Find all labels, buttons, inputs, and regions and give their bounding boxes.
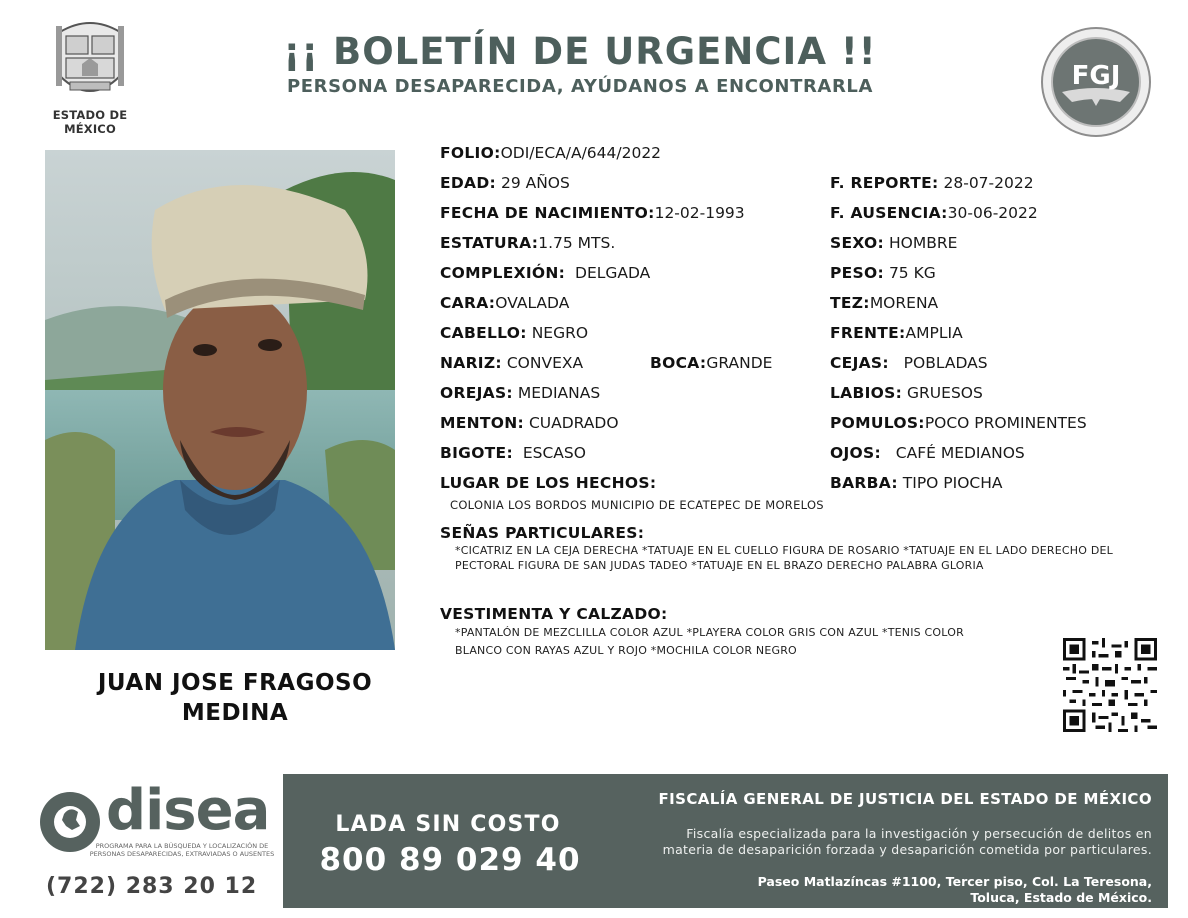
field-value: GRANDE [706,354,773,372]
fiscalia-address [600,874,1152,906]
field-label: POMULOS: [830,414,925,432]
field-label: CARA: [440,294,496,312]
field-label: LUGAR DE LOS HECHOS: [440,474,657,492]
field-sexo [830,234,957,252]
field-label: BARBA: [830,474,898,492]
odisea-wordmark: disea [106,778,270,843]
field-tez [830,294,938,312]
qr-code-icon[interactable] [1063,638,1157,732]
field-label: FOLIO: [440,144,501,162]
field-value: CAFÉ MEDIANOS [895,444,1025,462]
lugar-de-los-hechos-value: COLONIA LOS BORDOS MUNICIPIO DE ECATEPEC DE MORELOS [450,498,824,512]
field-value: HOMBRE [888,234,958,252]
fgj-seal-icon [1040,26,1152,138]
vestimenta-heading: VESTIMENTA Y CALZADO: [440,605,668,623]
field-value: CONVEXA [506,354,584,372]
field-barba [830,474,1003,492]
person-name-line2: MEDINA [181,700,289,726]
field-value: OVALADA [495,294,570,312]
lada-label: LADA SIN COSTO [335,812,561,837]
field-value: 12-02-1993 [654,204,745,222]
person-photo [45,150,395,650]
field-label: BOCA: [650,354,707,372]
estado-de-mexico-logo [28,18,152,136]
field-labios [830,384,983,402]
field-estatura [440,234,615,252]
page-title: ¡¡ BOLETÍN DE URGENCIA !! [283,30,877,73]
odisea-description: PROGRAMA PARA LA BÚSQUEDA Y LOCALIZACIÓN DE PERSONAS DESAPARECIDAS, EXTRAVIADAS O AUSENTES [89,842,275,858]
field-value: DELGADA [575,264,651,282]
field-complexion [440,264,650,282]
lada-number[interactable]: 800 89 029 40 [319,842,581,878]
field-label: OREJAS: [440,384,513,402]
field-cara [440,294,569,312]
person-photo-image [45,150,395,650]
field-peso [830,264,936,282]
fgj-seal-text: FGJ [1071,61,1121,91]
field-label: PESO: [830,264,884,282]
field-value: AMPLIA [905,324,963,342]
field-menton [440,414,619,432]
field-value: 75 KG [888,264,936,282]
fiscalia-address-line1: Paseo Matlazíncas #1100, Tercer piso, Col. La Teresona, [757,874,1152,889]
field-boca [650,354,772,372]
field-fecha-nacimiento [440,204,745,222]
field-label: FRENTE: [830,324,906,342]
odisea-logo [36,778,276,876]
field-cabello [440,324,588,342]
field-value: GRUESOS [907,384,983,402]
senas-particulares-text: *CICATRIZ EN LA CEJA DERECHA *TATUAJE EN EL CUELLO FIGURA DE ROSARIO *TATUAJE EN EL LADO DERECHO DEL PECTORAL FIGURA DE SAN JUDAS TADEO *TATUAJE EN EL BRAZO DERECHO PALABRA GLORIA [455,544,1113,572]
field-label: TEZ: [830,294,870,312]
field-value: MORENA [869,294,939,312]
field-value: 1.75 MTS. [538,234,616,252]
field-value: NEGRO [531,324,589,342]
field-value: TIPO PIOCHA [902,474,1003,492]
page-subtitle: PERSONA DESAPARECIDA, AYÚDANOS A ENCONTRARLA [286,76,874,97]
field-value: ESCASO [522,444,586,462]
field-edad [440,174,570,192]
field-value: CUADRADO [528,414,619,432]
field-label: NARIZ: [440,354,502,372]
field-orejas [440,384,600,402]
senas-particulares-heading: SEÑAS PARTICULARES: [440,524,645,542]
field-f-reporte [830,174,1034,192]
fgj-seal [1040,26,1152,138]
field-cejas [830,354,988,372]
fiscalia-description-line2: materia de desaparición forzada y desaparición cometida por particulares. [662,842,1152,857]
field-bigote [440,444,586,462]
field-label: SEXO: [830,234,885,252]
field-pomulos [830,414,1087,432]
field-label: ESTATURA: [440,234,539,252]
person-name-line1: JUAN JOSE FRAGOSO [97,670,373,696]
person-name [62,668,408,728]
field-label: BIGOTE: [440,444,513,462]
field-frente [830,324,963,342]
field-value: POBLADAS [903,354,988,372]
field-label: F. AUSENCIA: [830,204,948,222]
field-nariz [440,354,583,372]
field-value: ODI/ECA/A/644/2022 [500,144,662,162]
field-value: POCO PROMINENTES [924,414,1087,432]
field-label: EDAD: [440,174,497,192]
coat-of-arms-icon [52,18,128,104]
field-value: 29 AÑOS [500,174,570,192]
fiscalia-address-line2: Toluca, Estado de México. [970,890,1152,905]
field-value: 30-06-2022 [947,204,1038,222]
field-folio [440,144,661,162]
field-label: MENTON: [440,414,525,432]
field-value: 28-07-2022 [943,174,1034,192]
field-ojos [830,444,1025,462]
state-label: ESTADO DE MÉXICO [52,108,128,136]
field-label: OJOS: [830,444,881,462]
vestimenta-line2: BLANCO CON RAYAS AZUL Y ROJO *MOCHILA COLOR NEGRO [455,644,797,657]
field-label: COMPLEXIÓN: [440,264,566,282]
vestimenta-line1: *PANTALÓN DE MEZCLILLA COLOR AZUL *PLAYERA COLOR GRIS CON AZUL *TENIS COLOR [455,626,964,639]
field-label: CABELLO: [440,324,527,342]
fiscalia-title: FISCALÍA GENERAL DE JUSTICIA DEL ESTADO DE MÉXICO [658,790,1152,808]
field-label: FECHA DE NACIMIENTO: [440,204,655,222]
fiscalia-description-line1: Fiscalía especializada para la investigación y persecución de delitos en [686,826,1152,841]
field-label: F. REPORTE: [830,174,939,192]
odisea-phone[interactable]: (722) 283 20 12 [46,874,258,899]
field-value: MEDIANAS [517,384,601,402]
field-lugar-label [440,474,656,492]
field-label: CEJAS: [830,354,889,372]
fiscalia-description [600,826,1152,858]
field-label: LABIOS: [830,384,903,402]
field-f-ausencia [830,204,1038,222]
